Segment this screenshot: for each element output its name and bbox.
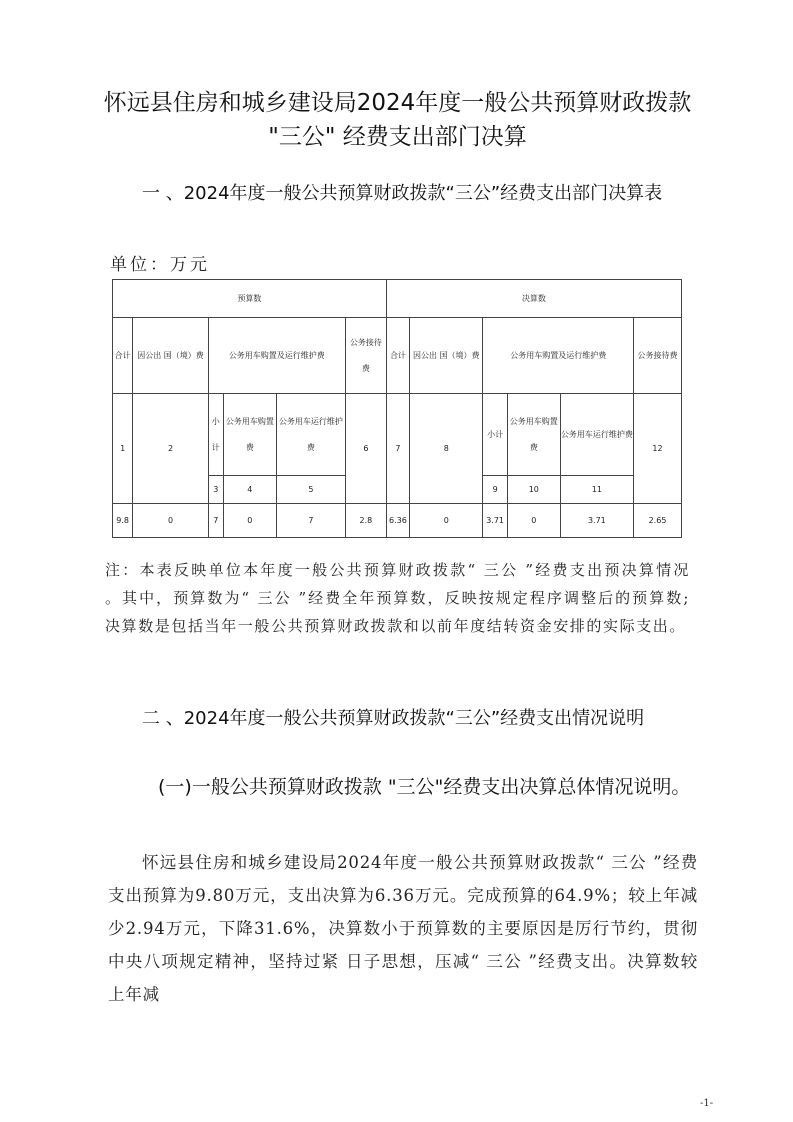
final-total-header: 合计 (386, 318, 409, 394)
value-budget-abroad: 0 (133, 504, 208, 538)
idx-8: 8 (410, 394, 483, 504)
idx-5: 5 (276, 476, 345, 504)
page-number: -1- (700, 1098, 714, 1109)
section-1-heading: 一 、2024年度一般公共预算财政拨款“三公”经费支出部门决算表 (142, 183, 663, 204)
idx-11: 11 (560, 476, 633, 504)
budget-header: 预算数 (113, 280, 387, 318)
value-budget-subtotal: 7 (208, 504, 223, 538)
idx-3: 3 (208, 476, 223, 504)
final-header: 决算数 (386, 280, 681, 318)
document-title: 怀远县住房和城乡建设局2024年度一般公共预算财政拨款 "三公" 经费支出部门决算 (103, 90, 692, 150)
value-final-subtotal: 3.71 (483, 504, 507, 538)
value-final-operation: 3.71 (560, 504, 633, 538)
three-public-expenses-table (112, 279, 682, 538)
value-budget-purchase: 0 (223, 504, 276, 538)
value-final-total: 6.36 (386, 504, 409, 538)
final-abroad-header: 因公出 国（境）费 (410, 318, 483, 394)
value-final-abroad: 0 (410, 504, 483, 538)
idx-10: 10 (507, 476, 560, 504)
value-final-purchase: 0 (507, 504, 560, 538)
idx-7: 7 (386, 394, 409, 504)
idx-6: 6 (345, 394, 386, 504)
budget-purchase-header: 公务用车购置费 (223, 394, 276, 476)
body-paragraph: 怀远县住房和城乡建设局2024年度一般公共预算财政拨款“ 三公 ”经费支出预算为9.80万元，支出决算为6.36万元。完成预算的64.9%；较上年减少2.94万元，下降31.6%，决算数小于预算数的主要原因是厉行节约，贯彻中央八项规定精神，坚持过紧 日子思想，压减“ 三公 ”经费支出。决算数较上年减 (108, 853, 698, 1004)
value-budget-operation: 7 (276, 504, 345, 538)
budget-total-header: 合计 (113, 318, 133, 394)
idx-9: 9 (483, 476, 507, 504)
idx-4: 4 (223, 476, 276, 504)
section-2-heading: 二 、2024年度一般公共预算财政拨款“三公”经费支出情况说明 (142, 708, 645, 729)
final-operation-header: 公务用车运行维护费 (560, 394, 633, 476)
subsection-1-heading: (一)一般公共预算财政拨款 "三公"经费支出决算总体情况说明。 (158, 776, 691, 798)
table-note: 注：本表反映单位本年度一般公共预算财政拨款“ 三公 ”经费支出预决算情况 。其中，预算数为“ 三公 ”经费全年预算数，反映按规定程序调整后的预算数;决算数是包括当年一般公共预算财政拨款和以前年度结转资金安排的实际支出。 (105, 561, 690, 635)
value-budget-reception: 2.8 (345, 504, 386, 538)
final-reception-header: 公务接待费 (634, 318, 682, 394)
final-purchase-header: 公务用车购置费 (507, 394, 560, 476)
value-final-reception: 2.65 (634, 504, 682, 538)
idx-1: 1 (113, 394, 133, 504)
budget-abroad-header: 因公出 国（境）费 (133, 318, 208, 394)
final-vehicle-header: 公务用车购置及运行维护费 (483, 318, 634, 394)
budget-reception-header: 公务接待费 (345, 318, 386, 394)
unit-label: 单位：万元 (110, 255, 210, 275)
budget-subtotal-header: 小计 (208, 394, 223, 476)
budget-operation-header: 公务用车运行维护费 (276, 394, 345, 476)
value-budget-total: 9.8 (113, 504, 133, 538)
idx-2: 2 (133, 394, 208, 504)
final-subtotal-header: 小计 (483, 394, 507, 476)
budget-vehicle-header: 公务用车购置及运行维护费 (208, 318, 345, 394)
idx-12: 12 (634, 394, 682, 504)
